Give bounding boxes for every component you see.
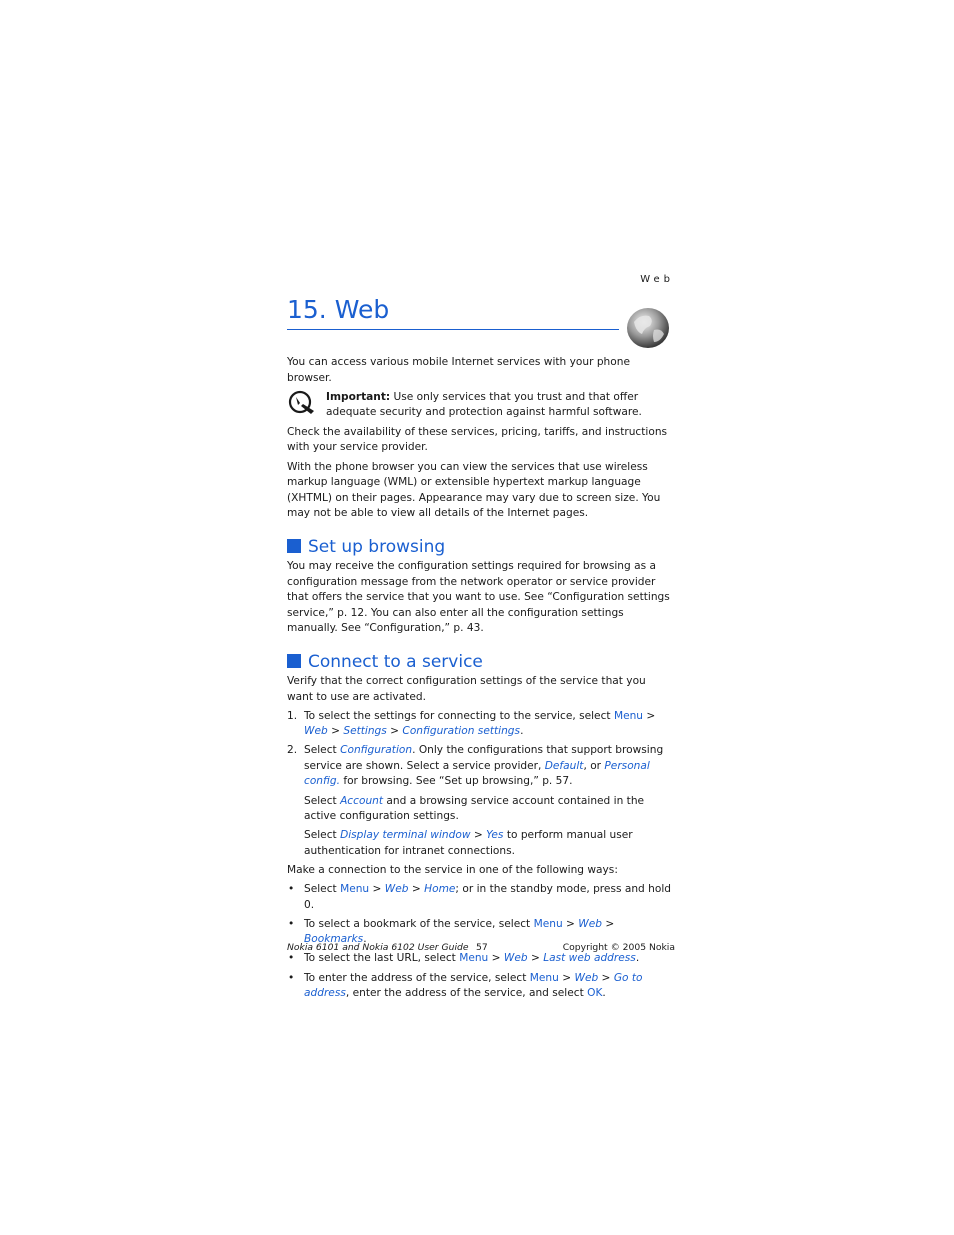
menu-option: Configuration settings bbox=[402, 725, 521, 738]
connect-intro: Verify that the correct configuration settings of the service that you want to use are activated. bbox=[287, 674, 646, 703]
footer-copyright: Copyright © 2005 Nokia bbox=[562, 942, 675, 953]
footer-guide-title: Nokia 6101 and Nokia 6102 User Guide bbox=[287, 942, 469, 953]
menu-option: Last web address bbox=[543, 952, 636, 965]
step-text: . Only the configurations that support browsing service are shown. Select a service provider, bbox=[304, 744, 664, 772]
bullet-text: To select the last URL, select bbox=[304, 952, 460, 965]
menu-term: Menu bbox=[459, 952, 489, 965]
availability-paragraph: Check the availability of these services, pricing, tariffs, and instructions with your service provider. bbox=[287, 425, 668, 454]
bullet-text: Select bbox=[304, 883, 341, 896]
bullet-home bbox=[287, 882, 675, 913]
menu-option: Bookmarks bbox=[304, 933, 364, 946]
menu-term: Menu bbox=[529, 971, 559, 984]
page-number: 57 bbox=[476, 942, 488, 953]
section-title-connect: Connect to a service bbox=[308, 651, 483, 672]
separator: > bbox=[470, 829, 487, 842]
running-head: Web bbox=[640, 274, 674, 285]
important-label: Important: bbox=[326, 390, 391, 403]
bullet-text: To enter the address of the service, select bbox=[304, 971, 530, 984]
step-text: Select bbox=[304, 794, 341, 807]
separator: > bbox=[327, 725, 344, 738]
menu-option: Home bbox=[424, 883, 456, 896]
important-text: Use only services that you trust and that offer adequate security and protection against harmful software. bbox=[326, 390, 642, 419]
separator: > bbox=[562, 917, 579, 930]
menu-option: Personal config. bbox=[304, 759, 650, 788]
menu-option: Default bbox=[544, 759, 584, 772]
separator: > bbox=[558, 971, 575, 984]
bullet-text: , enter the address of the service, and select bbox=[345, 987, 588, 1000]
section-marker-icon bbox=[287, 654, 301, 668]
step-1 bbox=[287, 709, 675, 740]
separator: > bbox=[598, 971, 614, 984]
step-2 bbox=[287, 743, 675, 790]
step-text: and a browsing service account contained in the active configuration settings. bbox=[304, 794, 645, 823]
body-text bbox=[287, 355, 675, 1005]
separator: > bbox=[602, 917, 615, 930]
menu-option: Settings bbox=[343, 725, 387, 738]
step-number: 2. bbox=[287, 744, 298, 757]
menu-term: Menu bbox=[340, 883, 370, 896]
intro-paragraph: You can access various mobile Internet services with your phone browser. bbox=[287, 356, 630, 384]
menu-option: Account bbox=[340, 794, 384, 807]
bullet-text: To select a bookmark of the service, select bbox=[304, 917, 534, 930]
step-text: for browsing. See “Set up browsing,” p. 57. bbox=[339, 775, 573, 788]
browser-paragraph: With the phone browser you can view the services that use wireless markup language (WML) or extensible hypertext markup language (XHTML) on their pages. Appearance may vary due to screen size. You may not be able to view all details of the Internet pages. bbox=[287, 460, 661, 520]
step-text: To select the settings for connecting to the service, select bbox=[304, 709, 614, 722]
menu-option: Web bbox=[384, 883, 409, 896]
important-icon bbox=[287, 389, 317, 415]
chapter-title: 15. Web bbox=[287, 295, 390, 324]
menu-option: Web bbox=[574, 971, 599, 984]
step-number: 1. bbox=[287, 709, 298, 722]
punctuation: . bbox=[520, 725, 524, 738]
section-heading-setup bbox=[287, 535, 675, 559]
step-text: Select bbox=[304, 829, 341, 842]
menu-option: Configuration bbox=[340, 744, 413, 757]
punctuation: . bbox=[602, 987, 606, 1000]
separator: > bbox=[386, 725, 403, 738]
punctuation: . bbox=[635, 952, 640, 965]
important-note bbox=[287, 390, 675, 421]
menu-term: Menu bbox=[613, 709, 644, 722]
menu-option: Web bbox=[503, 952, 528, 965]
chapter-rule bbox=[287, 329, 619, 330]
ways-intro: Make a connection to the service in one of the following ways: bbox=[287, 863, 618, 876]
separator: > bbox=[643, 709, 656, 722]
menu-option: Web bbox=[578, 917, 603, 930]
menu-option: Web bbox=[304, 725, 328, 738]
setup-paragraph: You may receive the configuration settings required for browsing as a configuration message from the network operator or service provider that offers the service that you want to use. See “Configuration settings service,” p. 12. You can also enter all the configuration settings manually. See “Configuration,” p. 43. bbox=[287, 559, 670, 635]
menu-term: OK bbox=[587, 987, 603, 1000]
section-marker-icon bbox=[287, 539, 301, 553]
separator: > bbox=[369, 883, 385, 896]
menu-option: Go to address bbox=[304, 971, 643, 1000]
separator: > bbox=[408, 883, 425, 896]
section-title-setup: Set up browsing bbox=[308, 536, 446, 557]
menu-option: Yes bbox=[486, 829, 504, 842]
separator: > bbox=[488, 952, 504, 965]
separator: > bbox=[527, 952, 544, 965]
step-text: to perform manual user authentication for intranet connections. bbox=[304, 829, 633, 857]
step-text: Select bbox=[304, 744, 341, 757]
menu-term: Menu bbox=[533, 917, 563, 930]
globe-icon bbox=[624, 304, 672, 350]
bullet-text: ; or in the standby mode, press and hold 0. bbox=[304, 883, 672, 911]
menu-option: Display terminal window bbox=[340, 829, 471, 842]
section-heading-connect bbox=[287, 650, 675, 674]
step-text: , or bbox=[583, 759, 605, 772]
punctuation: . bbox=[363, 933, 367, 946]
step-2-terminal bbox=[287, 828, 675, 859]
bullet-go-to-address bbox=[287, 971, 675, 1002]
step-2-account bbox=[287, 794, 675, 825]
